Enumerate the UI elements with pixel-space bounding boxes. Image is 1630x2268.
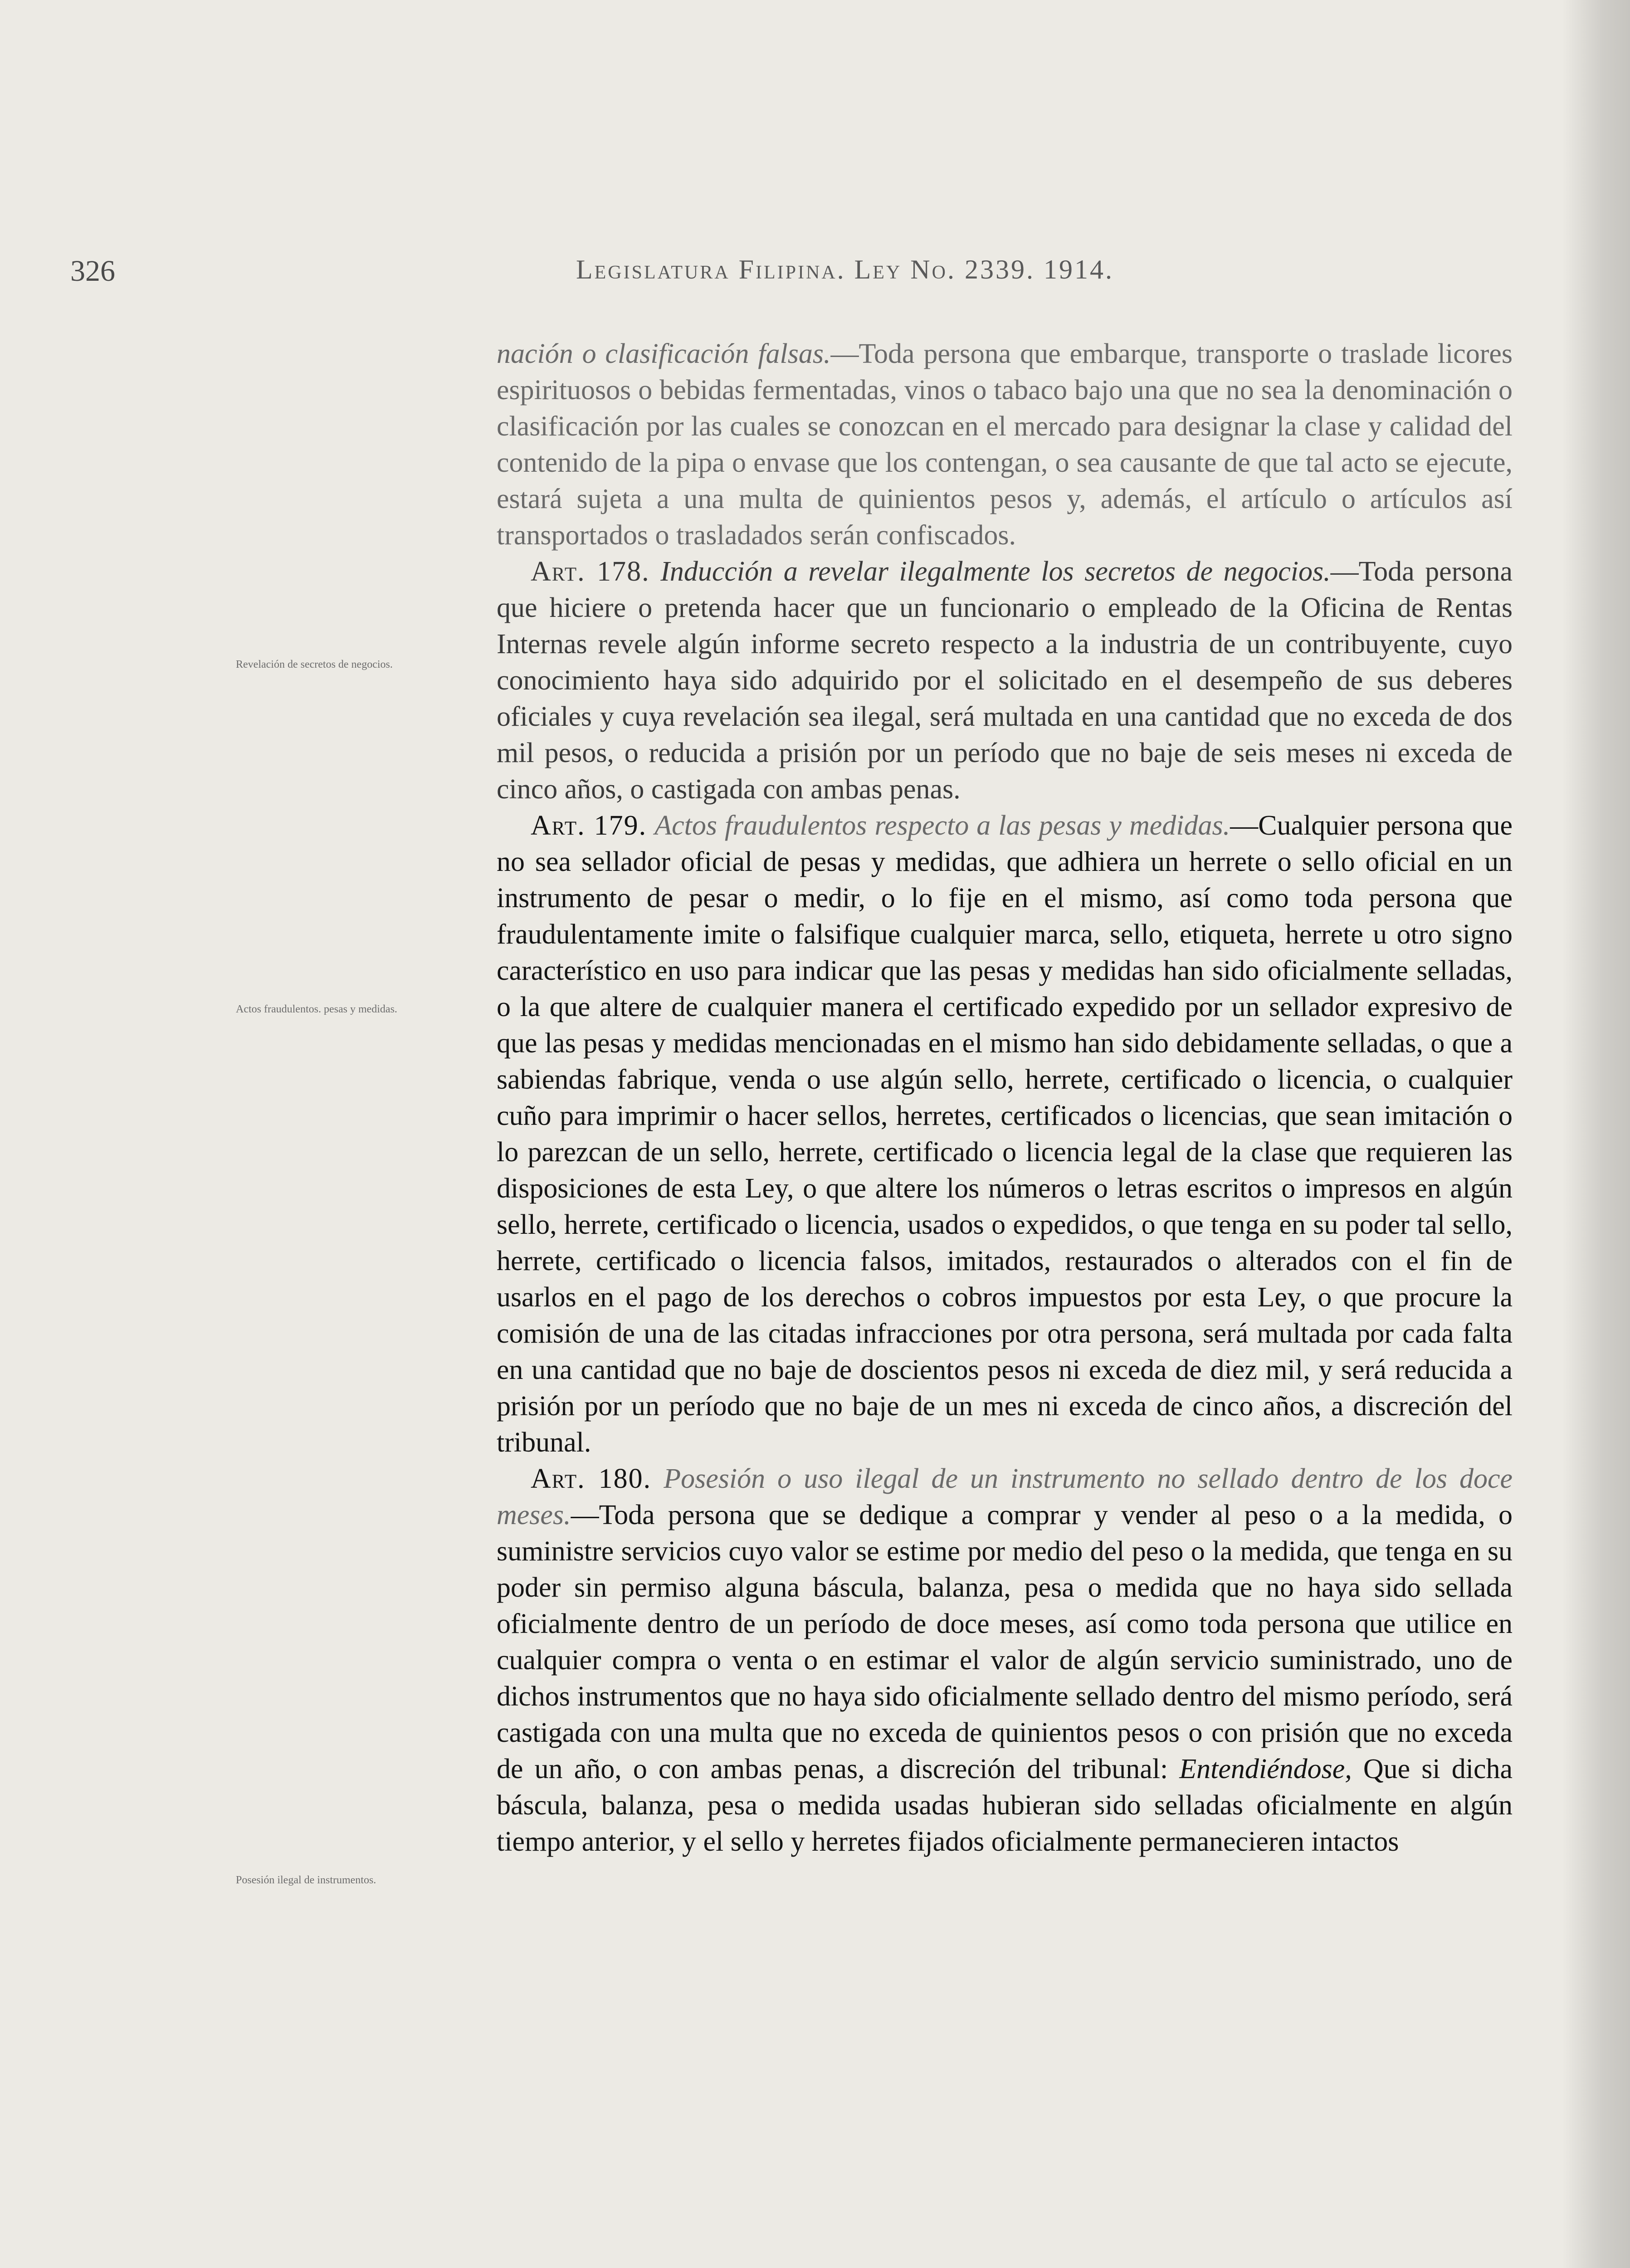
page-number: 326 xyxy=(70,254,115,288)
proviso-label: Entendiéndose, xyxy=(1179,1754,1352,1784)
article-text: —Toda persona que hiciere o pretenda hacer que un funcionario o empleado de la Oficina de Rentas Internas revele algún informe secreto respecto a la industria de un contribuyente, cuyo conocimiento haya sido adquirido por el solicitado en el desempeño de sus deberes oficiales y cuya revelación sea ilegal, será multada en una cantidad que no exceda de dos mil pesos, o reducida a prisión por un período que no baje de seis meses ni exceda de cinco años, o castigada con ambas penas. xyxy=(497,556,1513,805)
page-edge-shadow xyxy=(1562,0,1630,2268)
article-number: Art. 179. xyxy=(531,810,647,841)
article-title: Actos fraudulentos respecto a las pesas y medidas. xyxy=(654,810,1230,841)
margin-note-art180: Posesión ilegal de instrumentos. xyxy=(236,1874,376,1886)
article-number: Art. 178. xyxy=(531,556,650,587)
margin-note-art178: Revelación de secretos de negocios. xyxy=(236,659,393,670)
section-title-continued: nación o clasificación falsas. xyxy=(497,338,831,369)
article-title: Inducción a revelar ilegalmente los secretos de negocios. xyxy=(660,556,1331,587)
margin-note-art179: Actos fraudulentos. pesas y medidas. xyxy=(236,1003,397,1015)
article-title: Posesión o uso ilegal de un instrumento no sellado dentro de los doce meses. xyxy=(497,1463,1513,1530)
article-text: —Cualquier persona que no sea sellador oficial de pesas y medidas, que adhiera un herrete o sello oficial en un instrumento de pesar o medir, o lo fije en el mismo, así como toda persona que fraudulentamente imite o falsifique cualquier marca, sello, etiqueta, herrete u otro signo característico en uso para indicar que las pesas y medidas han sido oficialmente selladas, o la que altere de cualquier manera el certificado expedido por un sellador expresivo de que las pesas y medidas mencionadas en el mismo han sido debidamente selladas, o que a sabiendas fabrique, venda o use algún sello, herrete, certificado o licencia, o cualquier cuño para imprimir o hacer sellos, herretes, certificados o licencias, que sean imitación o lo parezcan de un sello, herrete, certificado o licencia legal de la clase que requieren las disposiciones de esta Ley, o que altere los números o letras escritos o impresos en algún sello, herrete, certificado o licencia, usados o expedidos, o que tenga en su poder tal sello, herrete, certificado o licencia falsos, imitados, restaurados o alterados con el fin de usarlos en el pago de los derechos o cobros impuestos por esta Ley, o que procure la comisión de una de las citadas infracciones por otra persona, será multada por cada falta en una cantidad que no baje de doscientos pesos ni exceda de diez mil, y será reducida a prisión por un período que no baje de un mes ni exceda de cinco años, a discreción del tribunal. xyxy=(497,810,1513,1458)
proviso-text: Que si dicha báscula, balanza, pesa o medida usadas hubieran sido selladas oficialmente en algún tiempo anterior, y el sello y herretes fijados oficialmente permanecieren intactos xyxy=(497,1754,1513,1857)
article-178 xyxy=(497,553,1513,807)
article-180 xyxy=(497,1461,1513,1860)
running-head: Legislatura Filipina. Ley No. 2339. 1914. xyxy=(576,254,1114,284)
article-text: —Toda persona que se dedique a comprar y vender al peso o a la medida, o suministre servicios cuyo valor se estime por medio del peso o la medida, que tenga en su poder sin permiso alguna báscula, balanza, pesa o medida que no haya sido sellada oficialmente dentro de un período de doce meses, así como toda persona que utilice en cualquier compra o venta o en estimar el valor de algún servicio suministrado, uno de dichos instrumentos que no haya sido oficialmente sellado dentro del mismo período, será castigada con una multa que no exceda de quinientos pesos o con prisión que no exceda de un año, o con ambas penas, a discreción del tribunal: xyxy=(497,1500,1513,1784)
paragraph-text: —Toda persona que embarque, transporte o traslade licores espirituosos o bebidas fermentadas, vinos o tabaco bajo una que no sea la denominación o clasificación por las cuales se conozcan en el mercado para designar la clase y calidad del contenido de la pipa o envase que los contengan, o sea causante de que tal acto se ejecute, estará sujeta a una multa de quinientos pesos y, además, el artículo o artículos así transportados o trasladados serán confiscados. xyxy=(497,338,1513,551)
article-number: Art. 180. xyxy=(531,1463,652,1494)
body-text xyxy=(497,336,1513,1860)
article-179 xyxy=(497,807,1513,1461)
paragraph-continuation xyxy=(497,336,1513,553)
